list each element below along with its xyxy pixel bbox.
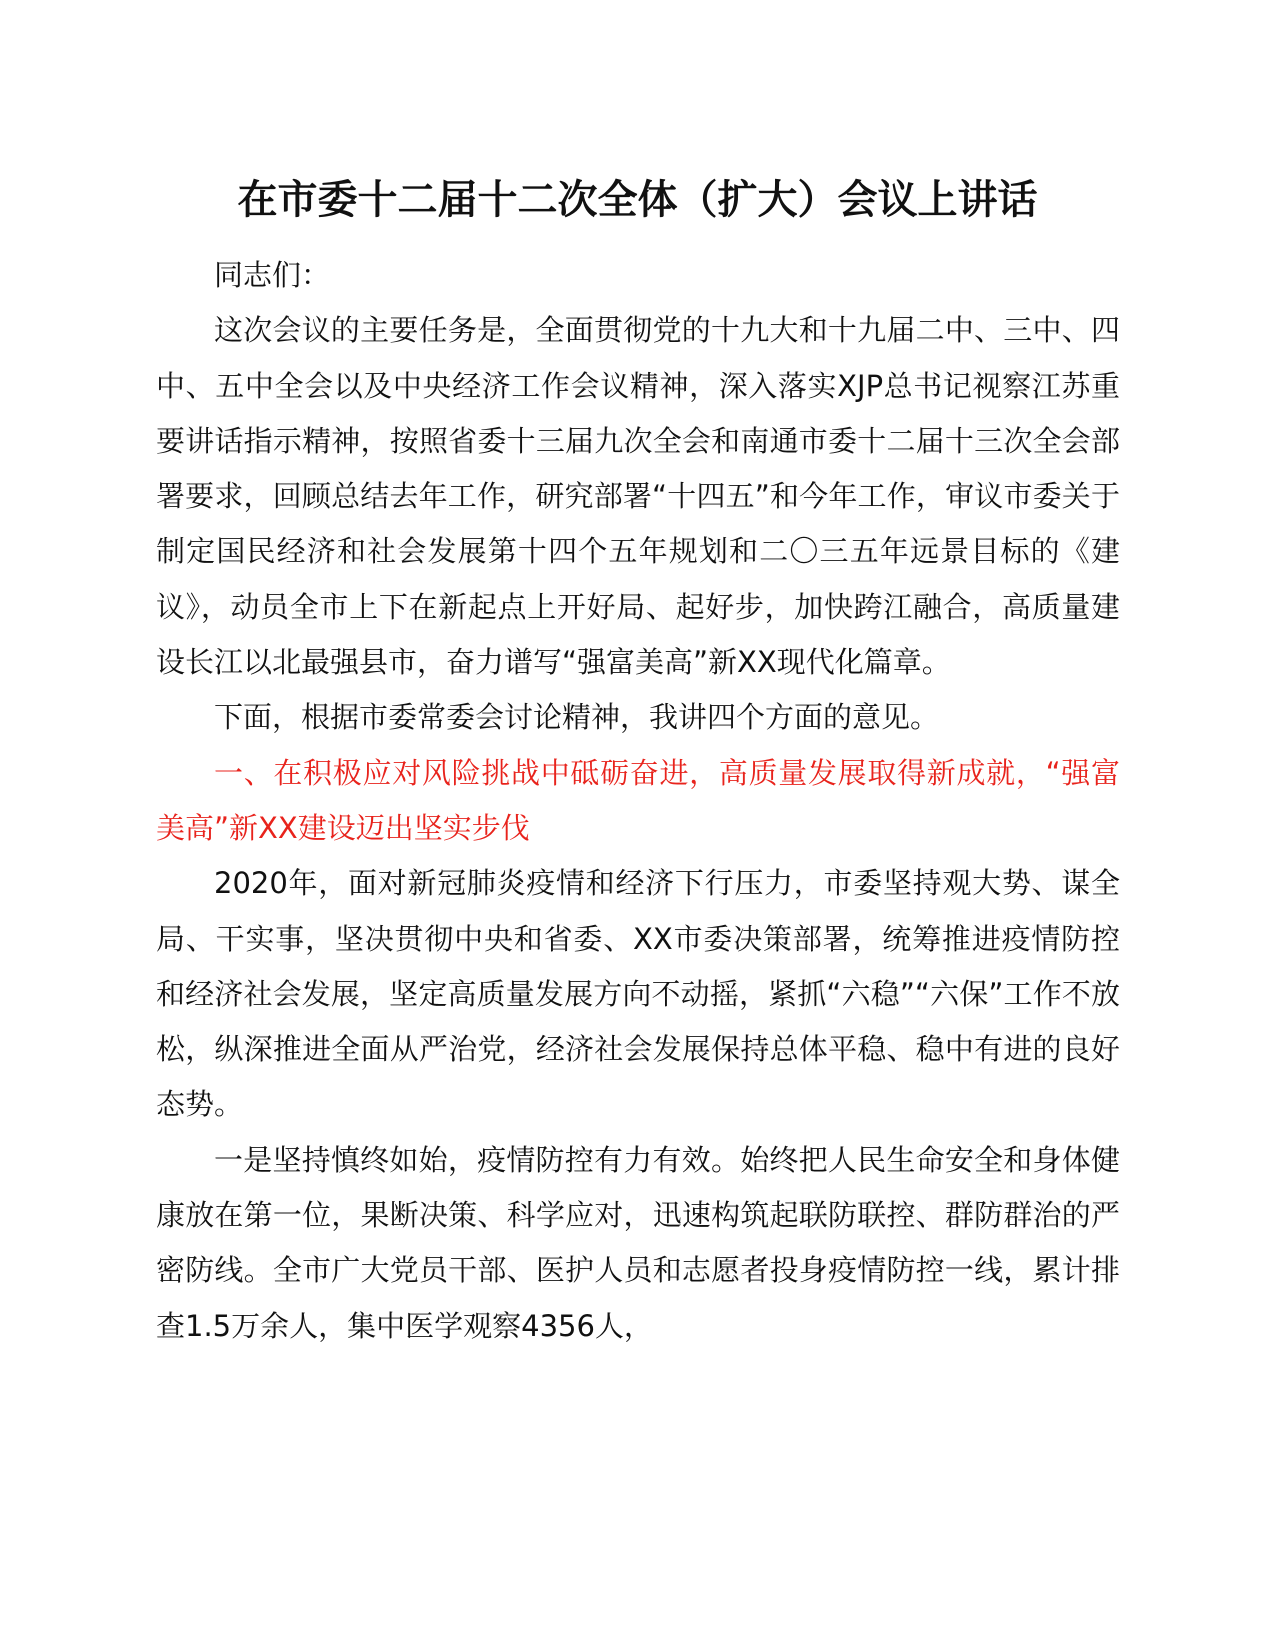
document-title: 在市委十二届十二次全体（扩大）会议上讲话 — [237, 177, 1038, 223]
pandemic-paragraph: 一是坚持慎终如始，疫情防控有力有效。始终把人民生命安全和身体健康放在第一位，果断决策、科学应对，迅速构筑起联防联控、群防群治的严密防线。全市广大党员干部、医护人员和志愿者投身疫情防控一线，累计排查1.5万余人，集中医学观察4356人， — [156, 1142, 1120, 1343]
salutation-paragraph: 同志们： — [214, 258, 331, 292]
intro-paragraph: 这次会议的主要任务是，全面贯彻党的十九大和十九届二中、三中、四中、五中全会以及中央经济工作会议精神，深入落实XJP总书记视察江苏重要讲话指示精神，按照省委十三届九次全会和南通市委十二届十三次全会部署要求，回顾总结去年工作，研究部署“十四五”和今年工作，审议市委关于制定国民经济和社会发展第十四个五年规划和二〇三五年远景目标的《建议》，动员全市上下在新起点上开好局、起好步，加快跨江融合，高质量建设长江以北最强县市，奋力谱写“强富美高”新XX现代化篇章。 — [156, 313, 1120, 680]
document-body — [156, 248, 1120, 1354]
summary-paragraph: 2020年，面对新冠肺炎疫情和经济下行压力，市委坚持观大势、谋全局、干实事，坚决贯彻中央和省委、XX市委决策部署，统筹推进疫情防控和经济社会发展，坚定高质量发展方向不动摇，紧抓“六稳”“六保”工作不放松，纵深推进全面从严治党，经济社会发展保持总体平稳、稳中有进的良好态势。 — [156, 866, 1120, 1122]
outline-paragraph: 下面，根据市委常委会讨论精神，我讲四个方面的意见。 — [214, 700, 940, 735]
section-heading: 一、在积极应对风险挑战中砥砺奋进，高质量发展取得新成就，“强富美高”新XX建设迈出坚实步伐 — [156, 755, 1120, 845]
